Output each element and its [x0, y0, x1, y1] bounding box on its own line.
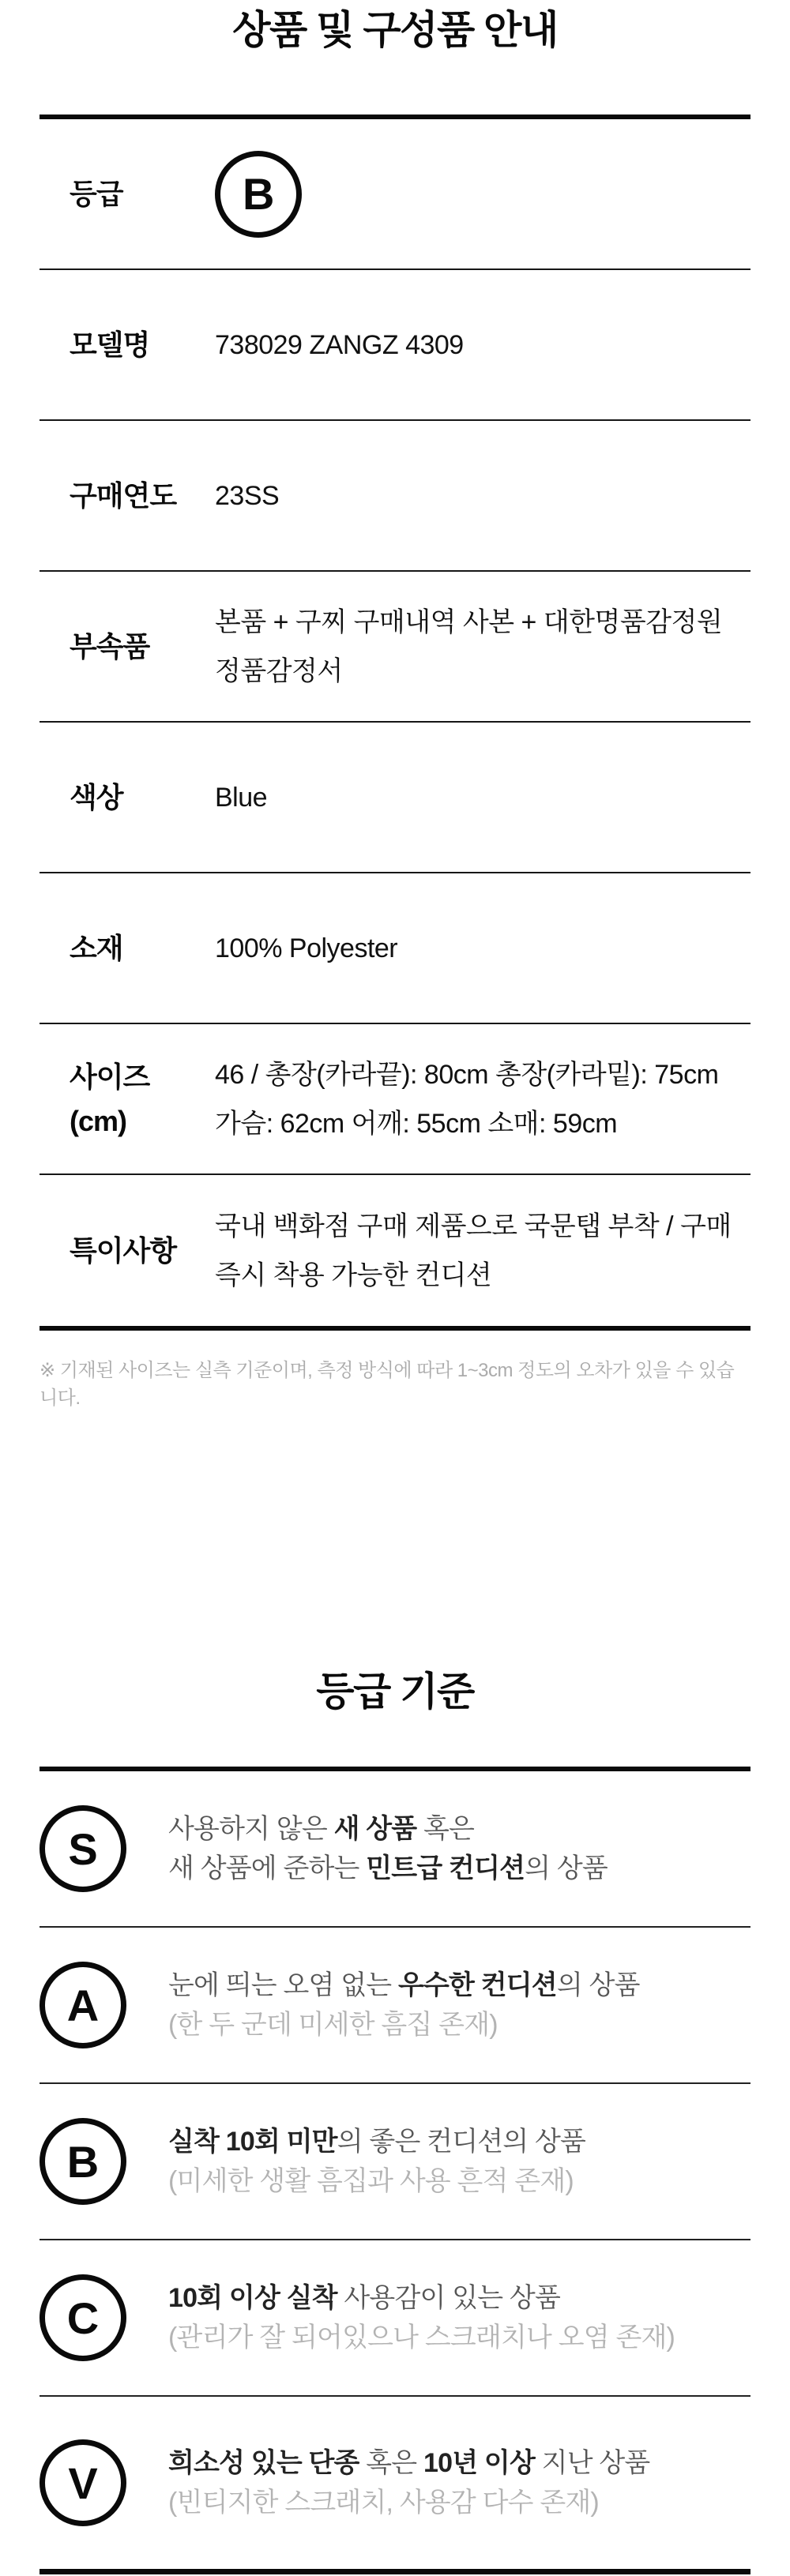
grade-row-b	[40, 2084, 750, 2240]
row-value: 23SS	[215, 480, 280, 511]
row-label-line2: (cm)	[70, 1104, 127, 1137]
table-row-material	[40, 873, 750, 1024]
row-value: Blue	[215, 782, 268, 813]
row-label-line1: 사이즈	[70, 1060, 150, 1093]
row-value: 국내 백화점 구매 제품으로 국문탭 부착 / 구매 즉시 착용 가능한 컨디션	[215, 1211, 732, 1290]
grade-row-v	[40, 2397, 750, 2569]
text-segment: 10년 이상	[423, 2448, 535, 2478]
table-row-model	[40, 270, 750, 421]
table-row-color	[40, 723, 750, 873]
size-disclaimer-footnote: ※ 기재된 사이즈는 실측 기준이며, 측정 방식에 따라 1~3cm 정도의 오차가 있을 수 있습니다.	[40, 1360, 735, 1409]
grade-description	[168, 2278, 675, 2357]
grade-row-a	[40, 1928, 750, 2084]
text-segment: 실착 10회 미만	[168, 2127, 337, 2157]
grade-description	[168, 1809, 608, 1888]
text-segment: 우수한 컨디션	[397, 1970, 557, 2000]
grade-badge-icon	[215, 151, 302, 238]
row-label: 모델명	[70, 328, 150, 361]
grade-desc-line	[168, 2278, 675, 2318]
grade-note-line: (관리가 잘 되어있으나 스크래치나 오염 존재)	[168, 2323, 675, 2353]
grade-desc-line	[168, 2122, 585, 2161]
table-row-notes	[40, 1175, 750, 1326]
grade-letter: A	[66, 1980, 100, 2030]
text-segment: 혹은	[359, 2448, 423, 2478]
grade-letter: B	[66, 2136, 100, 2187]
grade-b-icon	[40, 2118, 126, 2205]
grade-desc-line	[168, 2443, 649, 2483]
grade-criteria-title: 등급 기준	[316, 1669, 474, 1714]
row-label: 특이사항	[70, 1234, 177, 1267]
text-segment: 사용감이 있는 상품	[337, 2283, 561, 2313]
text-segment: 10회 이상 실착	[168, 2283, 337, 2313]
row-value	[215, 151, 739, 238]
text-segment: 의 좋은 컨디션의 상품	[337, 2127, 586, 2157]
grade-badge-letter: B	[243, 168, 274, 219]
grade-desc-line	[168, 1849, 608, 1888]
text-segment: 새 상품에 준하는	[168, 1853, 367, 1883]
row-label: 부속품	[70, 629, 150, 663]
row-value: 100% Polyester	[215, 933, 398, 963]
table-row-size	[40, 1024, 750, 1175]
grade-description	[168, 1966, 640, 2045]
grade-letter: V	[68, 2458, 98, 2508]
product-info-table	[40, 115, 750, 1331]
row-label: 등급	[70, 177, 123, 210]
text-segment: 의 상품	[525, 1853, 608, 1883]
text-segment: 희소성 있는 단종	[168, 2448, 359, 2478]
grade-row-c	[40, 2240, 750, 2397]
page-title: 상품 및 구성품 안내	[232, 8, 558, 52]
grade-letter: S	[68, 1823, 98, 1874]
table-row-grade	[40, 119, 750, 270]
text-segment: 지난 상품	[535, 2448, 650, 2478]
grade-note-line: (미세한 생활 흠집과 사용 흔적 존재)	[168, 2166, 574, 2196]
text-segment: 의 상품	[556, 1970, 640, 2000]
grade-description	[168, 2443, 649, 2522]
grade-s-icon	[40, 1805, 126, 1892]
text-segment: 혹은	[416, 1814, 475, 1844]
grade-row-s	[40, 1771, 750, 1928]
row-label: 색상	[70, 780, 123, 813]
table-row-accessories	[40, 572, 750, 723]
grade-desc-line	[168, 1809, 608, 1849]
row-value: 본품 + 구찌 구매내역 사본 + 대한명품감정원 정품감정서	[215, 606, 723, 686]
grade-desc-line	[168, 1966, 640, 2005]
grade-a-icon	[40, 1962, 126, 2048]
grade-c-icon	[40, 2274, 126, 2361]
grade-v-icon	[40, 2439, 126, 2526]
grade-criteria-table	[40, 1767, 750, 2574]
text-segment: 눈에 띄는 오염 없는	[168, 1970, 398, 2000]
grade-letter: C	[66, 2292, 100, 2343]
text-segment: 민트급 컨디션	[366, 1853, 525, 1883]
grade-note-line: (한 두 군데 미세한 흠집 존재)	[168, 2010, 498, 2040]
grade-note-line: (빈티지한 스크래치, 사용감 다수 존재)	[168, 2488, 599, 2518]
row-label: 소재	[70, 931, 123, 964]
text-segment: 새 상품	[333, 1814, 417, 1844]
grade-description	[168, 2122, 585, 2201]
row-value: 738029 ZANGZ 4309	[215, 329, 464, 360]
row-label: 구매연도	[70, 479, 177, 512]
row-label	[70, 1055, 215, 1143]
text-segment: 사용하지 않은	[168, 1814, 334, 1844]
row-value: 46 / 총장(카라끝): 80cm 총장(카라밑): 75cm 가슴: 62cm 어깨: 55cm 소매: 59cm	[215, 1059, 719, 1139]
table-row-purchase-year	[40, 421, 750, 572]
